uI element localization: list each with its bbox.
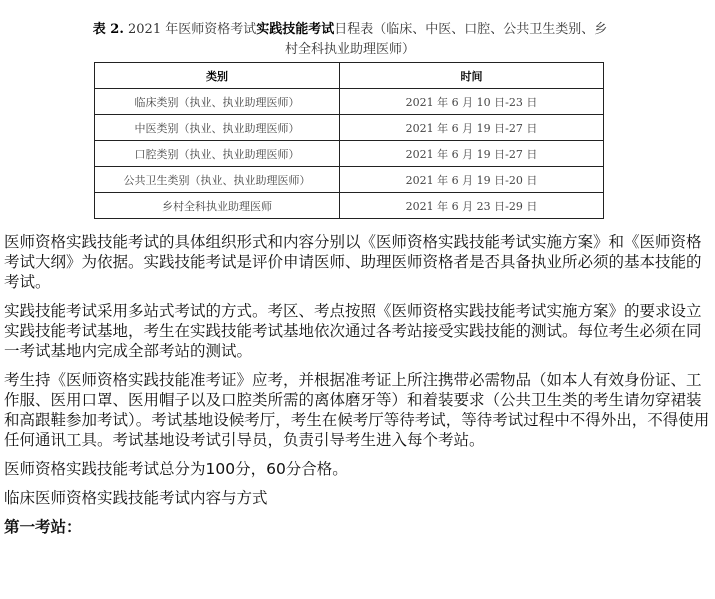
time-cell: 2021 年 6 月 23 日-29 日 — [340, 193, 604, 219]
time-cell: 2021 年 6 月 19 日-27 日 — [340, 115, 604, 141]
header-category: 类别 — [95, 63, 340, 89]
category-cell: 乡村全科执业助理医师 — [95, 193, 340, 219]
category-cell: 口腔类别（执业、执业助理医师） — [95, 141, 340, 167]
paragraph: 考生持《医师资格实践技能准考证》应考，并根据准考证上所注携带必需物品（如本人有效身份证、工作服、医用口罩、医用帽子以及口腔类所需的离体磨牙等）和着装要求（公共卫生类的考生请勿穿裙装和高跟鞋参加考试）。考试基地设候考厅，考生在候考厅等待考试，等待考试过程中不得外出，不得使用任何通讯工具。考试基地设考试引导员，负责引导考生进入每个考站。 — [4, 371, 710, 449]
caption-text-end: 日程表（临床、中医、口腔、公共卫生类别、乡村全科执业助理医师） — [284, 22, 608, 57]
caption-prefix: 表 2. — [92, 22, 124, 37]
time-cell: 2021 年 6 月 19 日-27 日 — [340, 141, 604, 167]
paragraph: 医师资格实践技能考试的具体组织形式和内容分别以《医师资格实践技能考试实施方案》和《医师资格考试大纲》为依据。实践技能考试是评价申请医师、助理医师资格者是否具备执业所必须的基本技能的考试。 — [4, 233, 702, 291]
category-cell: 中医类别（执业、执业助理医师） — [95, 115, 340, 141]
table-row — [95, 141, 604, 167]
paragraph: 医师资格实践技能考试总分为100分，60分合格。 — [4, 460, 348, 478]
table-row — [95, 115, 604, 141]
category-cell: 公共卫生类别（执业、执业助理医师） — [95, 167, 340, 193]
time-cell: 2021 年 6 月 10 日-23 日 — [340, 89, 604, 115]
table-row — [95, 167, 604, 193]
caption-bold: 实践技能考试 — [256, 22, 335, 37]
article-body — [4, 232, 712, 546]
paragraph: 临床医师资格实践技能考试内容与方式 — [4, 489, 268, 507]
schedule-table — [94, 62, 604, 219]
paragraph: 实践技能考试采用多站式考试的方式。考区、考点按照《医师资格实践技能考试实施方案》的要求设立实践技能考试基地，考生在实践技能考试基地依次通过各考站接受实践技能的测试。每位考生必须在同一考试基地内完成全部考站的测试。 — [4, 302, 702, 360]
category-cell: 临床类别（执业、执业助理医师） — [95, 89, 340, 115]
table-row — [95, 89, 604, 115]
table-header-row — [95, 63, 604, 89]
table-row — [95, 193, 604, 219]
table-caption — [90, 20, 610, 60]
caption-text: 2021 年医师资格考试 — [128, 22, 257, 37]
time-cell: 2021 年 6 月 19 日-20 日 — [340, 167, 604, 193]
section-heading: 第一考站： — [4, 518, 82, 536]
header-time: 时间 — [340, 63, 604, 89]
